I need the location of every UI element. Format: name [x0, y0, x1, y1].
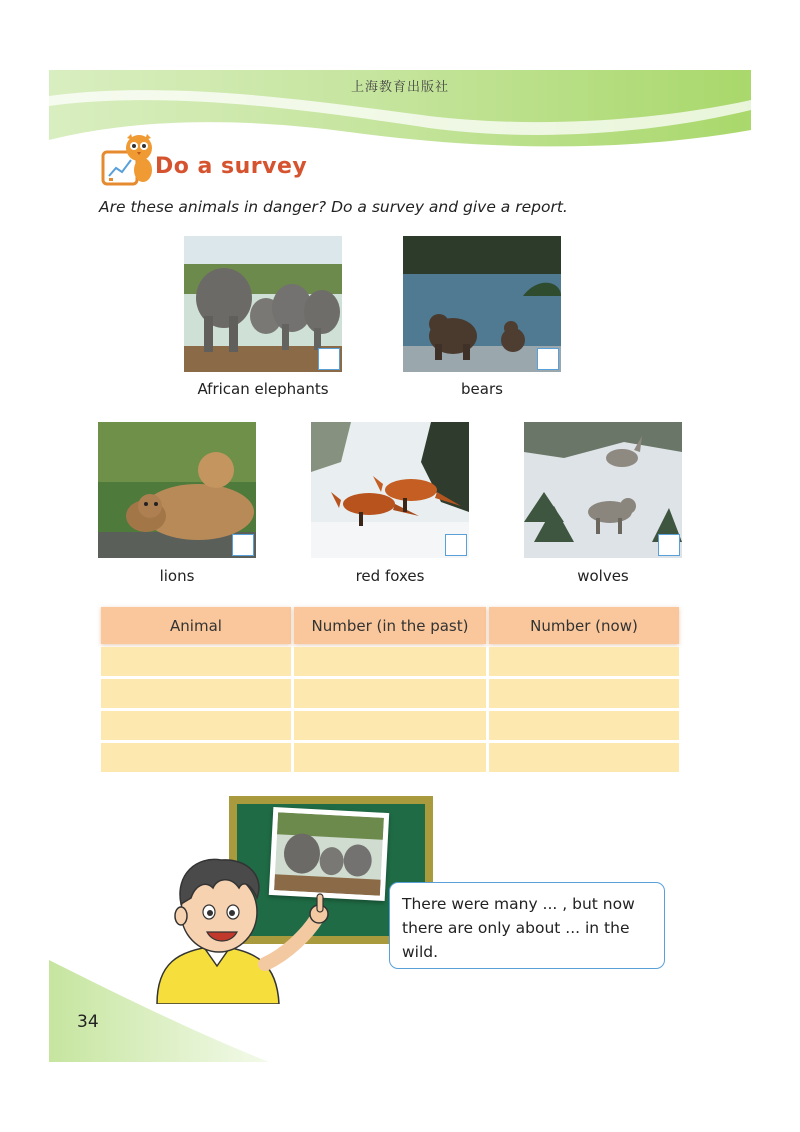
table-row — [101, 679, 679, 708]
survey-table — [101, 607, 679, 775]
table-cell-animal[interactable] — [101, 711, 291, 740]
page-number: 34 — [77, 1012, 99, 1032]
photo-red-foxes — [311, 422, 469, 558]
header-number-now: Number (now) — [489, 607, 679, 644]
caption-lions: lions — [159, 567, 195, 585]
checkbox-wolves[interactable] — [658, 534, 680, 556]
photo-bears — [403, 236, 561, 372]
instruction-text: Are these animals in danger? Do a survey and give a report. — [99, 198, 568, 216]
speech-bubble: There were many ... , but now there are only about ... in the wild. — [389, 882, 665, 969]
section-title: Do a survey — [155, 154, 308, 179]
publisher-name: 上海教育出版社 — [350, 80, 449, 95]
table-cell-past[interactable] — [294, 679, 486, 708]
caption-wolves: wolves — [577, 567, 629, 585]
table-cell-past[interactable] — [294, 743, 486, 772]
photo-lions — [98, 422, 256, 558]
table-header-row — [101, 607, 679, 644]
caption-red-foxes: red foxes — [355, 567, 425, 585]
checkbox-lions[interactable] — [232, 534, 254, 556]
table-row — [101, 743, 679, 772]
caption-bears: bears — [461, 380, 503, 398]
textbook-page — [49, 70, 751, 1062]
header-number-past: Number (in the past) — [294, 607, 486, 644]
table-cell-now[interactable] — [489, 743, 679, 772]
photo-african-elephants — [184, 236, 342, 372]
checkbox-bears[interactable] — [537, 348, 559, 370]
table-cell-animal[interactable] — [101, 743, 291, 772]
header-animal: Animal — [101, 607, 291, 644]
table-cell-now[interactable] — [489, 711, 679, 740]
table-cell-past[interactable] — [294, 647, 486, 676]
caption-african-elephants: African elephants — [197, 380, 329, 398]
checkbox-african-elephants[interactable] — [318, 348, 340, 370]
checkbox-red-foxes[interactable] — [445, 534, 467, 556]
table-cell-now[interactable] — [489, 679, 679, 708]
table-cell-animal[interactable] — [101, 679, 291, 708]
owl-chart-icon — [99, 132, 157, 192]
photo-wolves — [524, 422, 682, 558]
footer-swoosh — [49, 960, 269, 1062]
table-cell-past[interactable] — [294, 711, 486, 740]
table-cell-animal[interactable] — [101, 647, 291, 676]
table-cell-now[interactable] — [489, 647, 679, 676]
table-row — [101, 647, 679, 676]
table-row — [101, 711, 679, 740]
